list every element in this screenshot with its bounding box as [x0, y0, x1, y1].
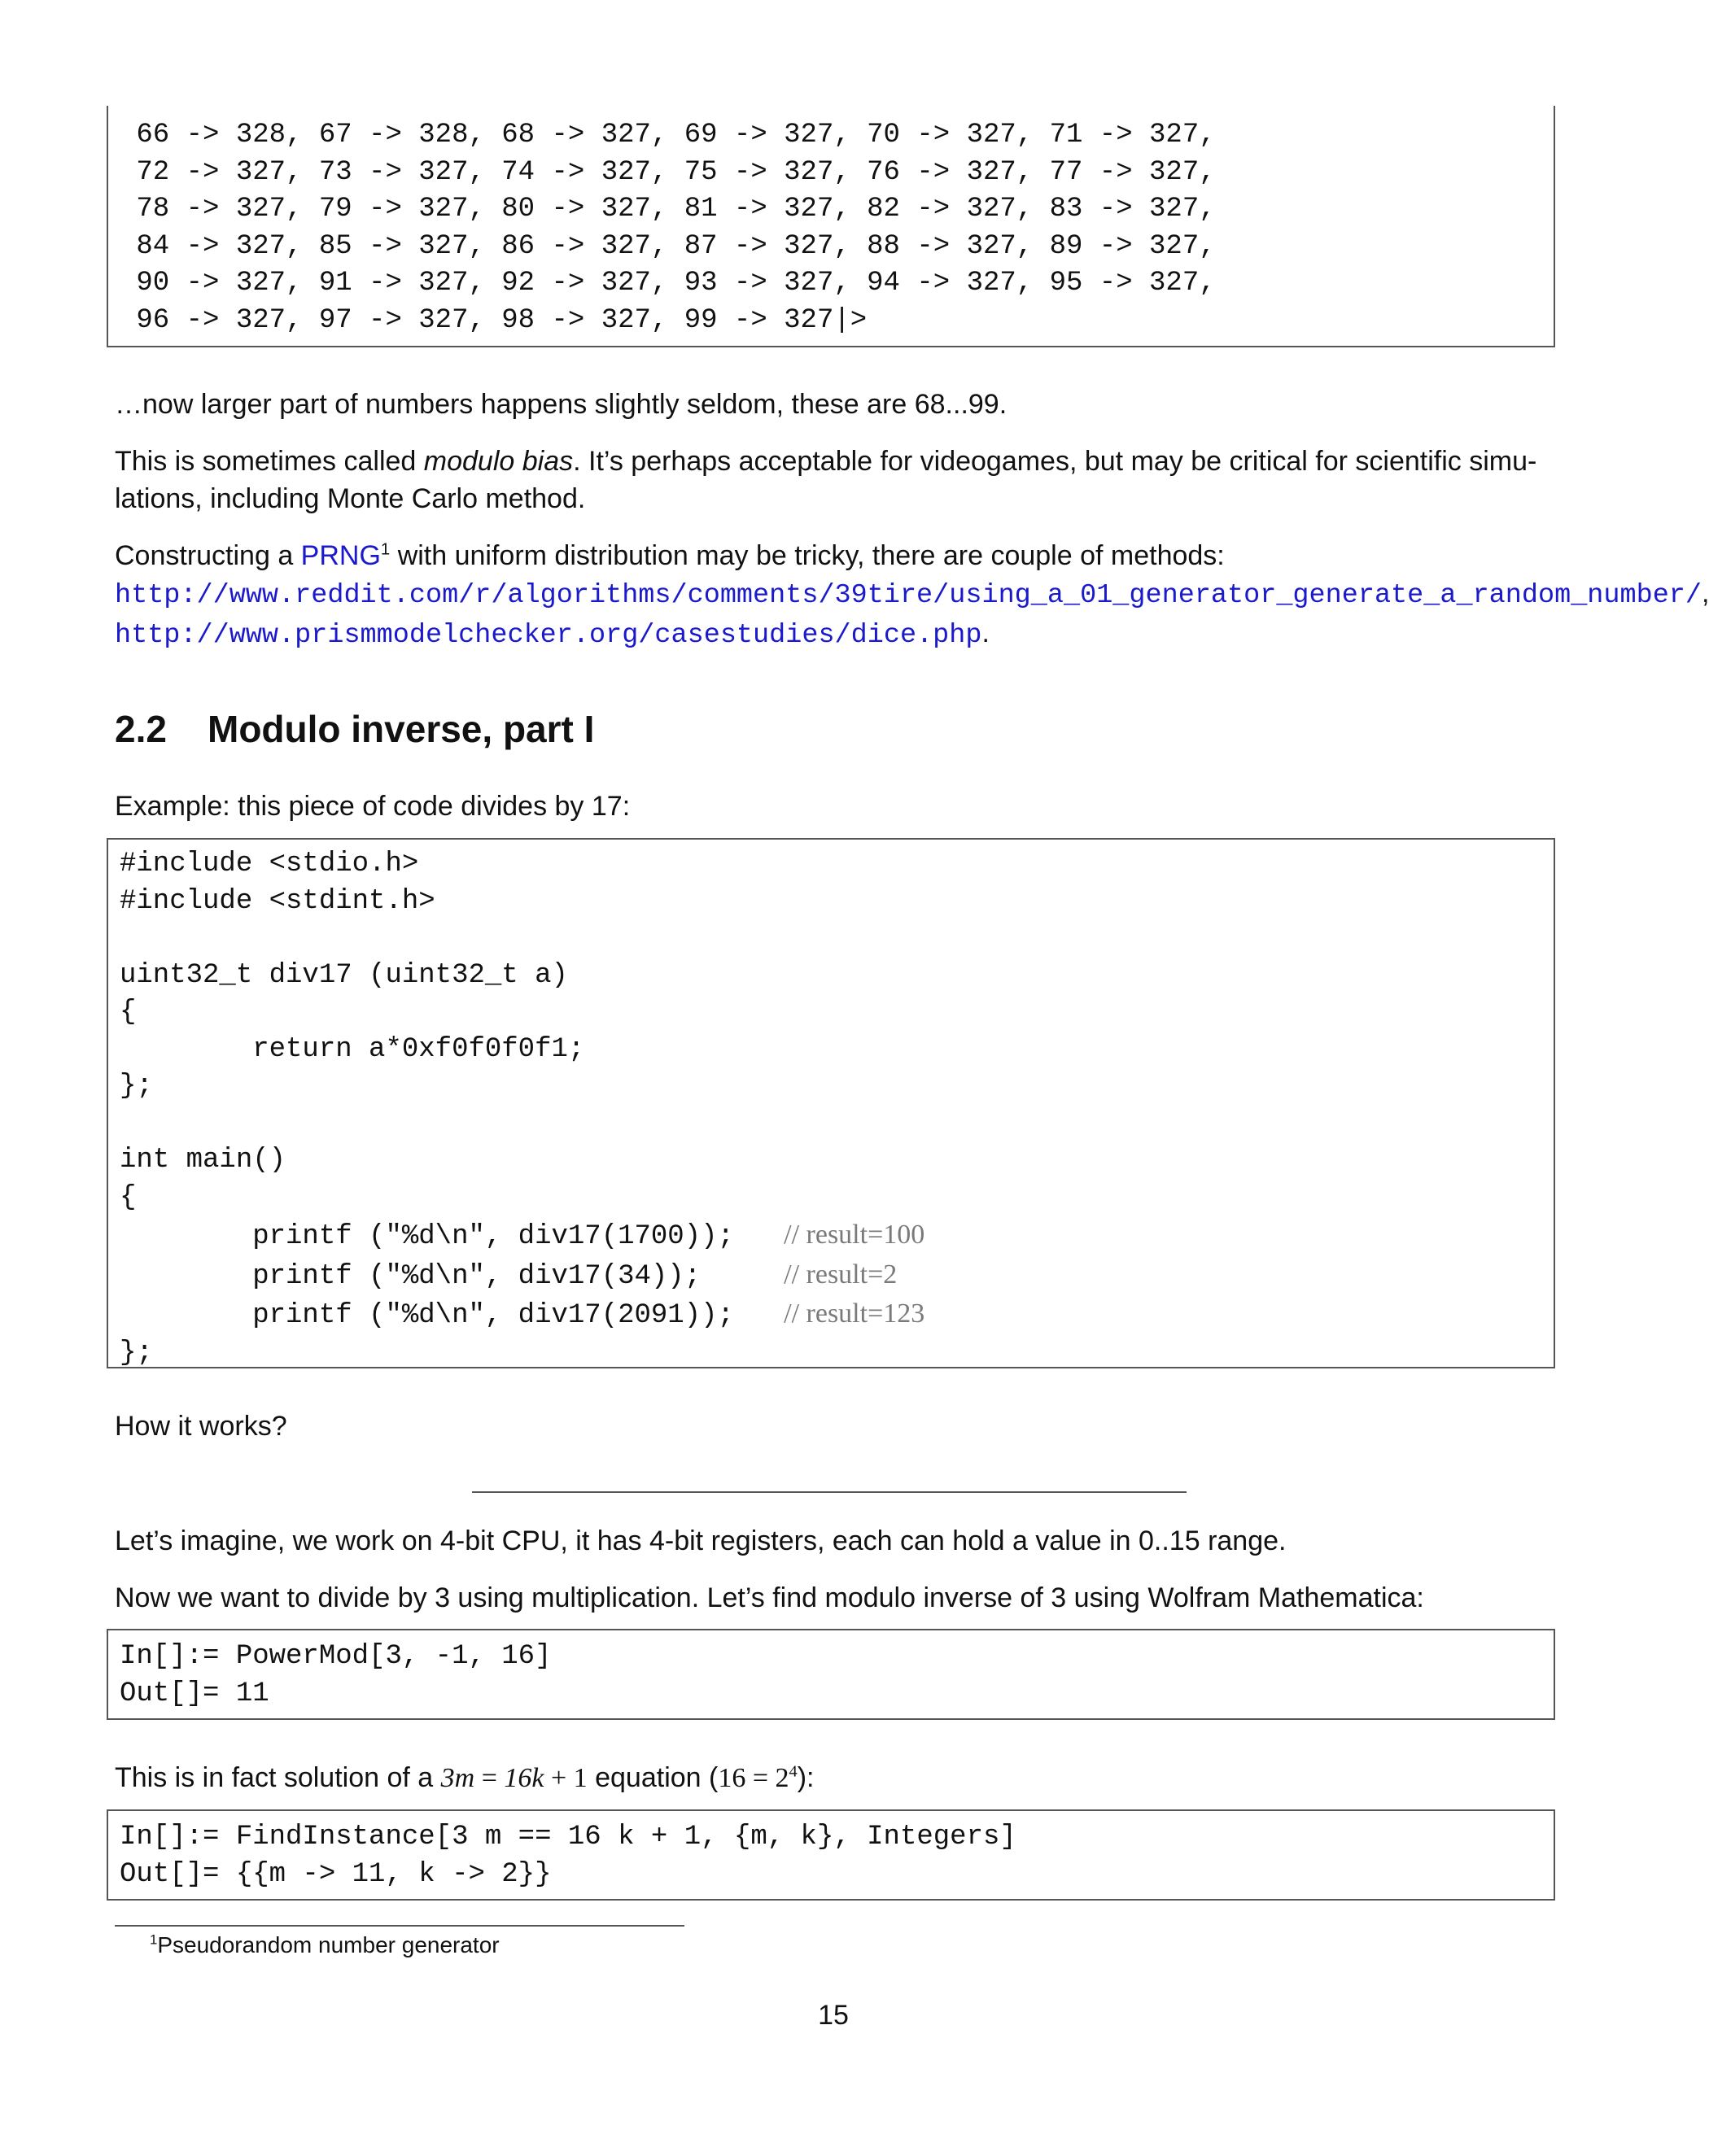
horizontal-rule [472, 1491, 1187, 1493]
code-line: 66 -> 328, 67 -> 328, 68 -> 327, 69 -> 327, 70 -> 327, 71 -> 327, [120, 120, 1216, 151]
code-line: 78 -> 327, 79 -> 327, 80 -> 327, 81 -> 327, 82 -> 327, 83 -> 327, [120, 194, 1216, 225]
section-title: Modulo inverse, part I [208, 708, 595, 750]
page-number: 15 [818, 2000, 849, 2031]
code-line: Out[]= 11 [120, 1678, 269, 1709]
listing-div17-text [120, 846, 924, 1372]
paragraph-seldom: …now larger part of numbers happens slightly seldom, these are 68...99. [115, 389, 1007, 420]
text-run: , [1702, 578, 1709, 609]
section-heading [115, 706, 594, 752]
listing-findinstance [107, 1809, 1555, 1901]
code-line: Out[]= {{m -> 11, k -> 2}} [120, 1858, 552, 1890]
code-comment: // result=2 [784, 1259, 898, 1290]
code-line: { [120, 997, 137, 1028]
inline-math [718, 1763, 797, 1793]
text-run: . It’s perhaps acceptable for videogames, but may be critical for scientific simu- [573, 446, 1537, 477]
text-run: with uniform distribution may be tricky, there are couple of methods: [390, 540, 1225, 571]
code-line: printf ("%d\n", div17(2091)); [120, 1300, 785, 1331]
text-run: ): [797, 1762, 815, 1793]
listing-div17 [107, 838, 1555, 1368]
math-exponent: 4 [789, 1762, 798, 1781]
footnote-rule [115, 1925, 684, 1927]
paragraph-prng [115, 537, 1709, 654]
text-run: This is sometimes called [115, 446, 424, 477]
code-line: printf ("%d\n", div17(34)); [120, 1260, 785, 1292]
inline-math [441, 1763, 588, 1793]
code-line: 90 -> 327, 91 -> 327, 92 -> 327, 93 -> 327, 94 -> 327, 95 -> 327, [120, 268, 1216, 299]
code-line: }; [120, 1337, 153, 1368]
code-line: uint32_t div17 (uint32_t a) [120, 959, 568, 991]
paragraph-example: Example: this piece of code divides by 17: [115, 791, 631, 822]
reddit-url-link[interactable]: http://www.reddit.com/r/algorithms/comments/39tire/using_a_01_generator_generate_a_random_number/ [115, 580, 1702, 611]
paragraph-4bit-cpu: Let’s imagine, we work on 4-bit CPU, it has 4-bit registers, each can hold a value in 0..15 range. [115, 1525, 1287, 1556]
code-line: return a*0xf0f0f0f1; [120, 1033, 585, 1065]
footnote-number: 1 [150, 1931, 158, 1948]
code-line: 72 -> 327, 73 -> 327, 74 -> 327, 75 -> 327, 76 -> 327, 77 -> 327, [120, 156, 1216, 188]
paragraph-how-it-works: How it works? [115, 1411, 287, 1442]
code-line: printf ("%d\n", div17(1700)); [120, 1221, 785, 1252]
code-line: #include <stdio.h> [120, 849, 419, 879]
code-line: In[]:= PowerMod[3, -1, 16] [120, 1641, 552, 1672]
listing-modulo-distribution [107, 106, 1555, 347]
paragraph-divide-by-3: Now we want to divide by 3 using multiplication. Let’s find modulo inverse of 3 using Wolfram Mathematica: [115, 1582, 1424, 1613]
listing-powermod-text [120, 1639, 552, 1713]
code-comment: // result=123 [784, 1298, 925, 1329]
code-comment: // result=100 [784, 1220, 925, 1250]
code-line: { [120, 1181, 137, 1213]
math-term: 16 = 2 [718, 1763, 789, 1793]
listing-powermod [107, 1629, 1555, 1720]
text-run: This is in fact solution of a [115, 1762, 441, 1793]
text-run: Constructing a [115, 540, 301, 571]
code-line: int main() [120, 1145, 286, 1176]
paragraph-modulo-bias [115, 443, 1563, 517]
text-run: lations, including Monte Carlo method. [115, 483, 586, 514]
code-line: In[]:= FindInstance[3 m == 16 k + 1, {m, k}, Integers] [120, 1822, 1016, 1853]
text-run: . [981, 618, 990, 648]
math-term: = [474, 1763, 505, 1793]
emphasis-modulo-bias: modulo bias [423, 446, 574, 477]
math-term: 3m [440, 1763, 475, 1793]
math-term: 16k [504, 1763, 544, 1793]
code-line: #include <stdint.h> [120, 885, 435, 917]
code-line: }; [120, 1071, 153, 1102]
code-line: 96 -> 327, 97 -> 327, 98 -> 327, 99 -> 327|> [120, 304, 868, 336]
listing-modulo-distribution-text [120, 117, 1216, 339]
section-number: 2.2 [115, 708, 167, 750]
listing-findinstance-text [120, 1819, 1016, 1893]
paragraph-equation [115, 1759, 1563, 1797]
footnote-text: Pseudorandom number generator [157, 1932, 500, 1957]
footnote [150, 1930, 500, 1961]
text-run: equation ( [587, 1762, 719, 1793]
math-term: + 1 [544, 1763, 588, 1793]
prism-url-link[interactable]: http://www.prismmodelchecker.org/casestudies/dice.php [115, 620, 982, 651]
footnote-mark[interactable]: 1 [380, 540, 391, 559]
prng-link[interactable]: PRNG [300, 540, 381, 571]
code-line: 84 -> 327, 85 -> 327, 86 -> 327, 87 -> 327, 88 -> 327, 89 -> 327, [120, 230, 1216, 262]
